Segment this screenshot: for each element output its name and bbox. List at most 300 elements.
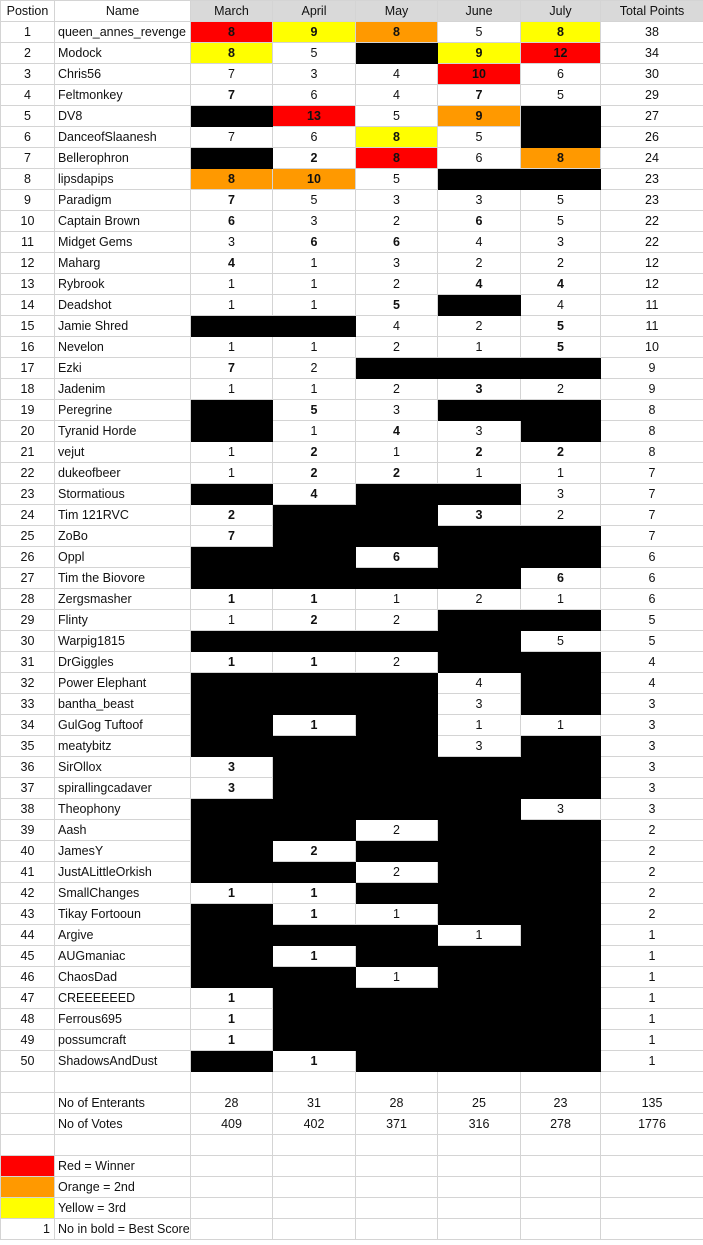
score-cell-july[interactable] bbox=[521, 421, 601, 442]
player-name-cell[interactable]: Midget Gems bbox=[55, 232, 191, 253]
total-points-cell[interactable]: 2 bbox=[601, 862, 703, 883]
empty-cell[interactable] bbox=[191, 1135, 273, 1156]
score-cell-march[interactable] bbox=[191, 547, 273, 568]
score-cell-april[interactable] bbox=[273, 316, 356, 337]
score-cell-march[interactable]: 1 bbox=[191, 988, 273, 1009]
score-cell-july[interactable] bbox=[521, 862, 601, 883]
position-cell[interactable]: 31 bbox=[1, 652, 55, 673]
score-cell-june[interactable]: 2 bbox=[438, 253, 521, 274]
score-cell-may[interactable] bbox=[356, 841, 438, 862]
table-row[interactable] bbox=[1, 568, 703, 589]
score-cell-april[interactable]: 1 bbox=[273, 379, 356, 400]
score-cell-may[interactable]: 2 bbox=[356, 379, 438, 400]
score-cell-april[interactable]: 6 bbox=[273, 232, 356, 253]
header-march[interactable]: March bbox=[191, 1, 273, 22]
score-cell-april[interactable]: 1 bbox=[273, 946, 356, 967]
total-points-cell[interactable]: 7 bbox=[601, 463, 703, 484]
total-points-cell[interactable]: 11 bbox=[601, 316, 703, 337]
score-cell-march[interactable]: 8 bbox=[191, 169, 273, 190]
legend-text[interactable]: No in bold = Best Score bbox=[55, 1219, 191, 1240]
table-row[interactable] bbox=[1, 1030, 703, 1051]
score-cell-july[interactable] bbox=[521, 1009, 601, 1030]
total-points-cell[interactable]: 1 bbox=[601, 988, 703, 1009]
player-name-cell[interactable]: Paradigm bbox=[55, 190, 191, 211]
score-cell-july[interactable] bbox=[521, 988, 601, 1009]
player-name-cell[interactable]: dukeofbeer bbox=[55, 463, 191, 484]
table-row[interactable] bbox=[1, 85, 703, 106]
player-name-cell[interactable]: Feltmonkey bbox=[55, 85, 191, 106]
score-cell-may[interactable]: 6 bbox=[356, 232, 438, 253]
score-cell-july[interactable]: 8 bbox=[521, 148, 601, 169]
score-cell-july[interactable]: 3 bbox=[521, 799, 601, 820]
score-cell-march[interactable] bbox=[191, 799, 273, 820]
empty-cell[interactable] bbox=[601, 1072, 703, 1093]
score-cell-june[interactable]: 7 bbox=[438, 85, 521, 106]
score-cell-june[interactable]: 2 bbox=[438, 316, 521, 337]
score-cell-may[interactable] bbox=[356, 883, 438, 904]
score-cell-june[interactable] bbox=[438, 820, 521, 841]
score-cell-march[interactable] bbox=[191, 421, 273, 442]
position-cell[interactable]: 21 bbox=[1, 442, 55, 463]
score-cell-april[interactable]: 2 bbox=[273, 148, 356, 169]
score-cell-march[interactable]: 1 bbox=[191, 274, 273, 295]
table-row[interactable] bbox=[1, 127, 703, 148]
header-july[interactable]: July bbox=[521, 1, 601, 22]
table-row[interactable] bbox=[1, 463, 703, 484]
score-cell-april[interactable]: 2 bbox=[273, 841, 356, 862]
score-cell-june[interactable] bbox=[438, 358, 521, 379]
score-cell-march[interactable]: 8 bbox=[191, 22, 273, 43]
table-row[interactable] bbox=[1, 946, 703, 967]
score-cell-may[interactable] bbox=[356, 778, 438, 799]
score-cell-may[interactable] bbox=[356, 757, 438, 778]
score-cell-march[interactable]: 1 bbox=[191, 442, 273, 463]
score-cell-may[interactable]: 5 bbox=[356, 169, 438, 190]
score-cell-july[interactable]: 1 bbox=[521, 463, 601, 484]
player-name-cell[interactable]: queen_annes_revenge bbox=[55, 22, 191, 43]
score-cell-july[interactable]: 5 bbox=[521, 316, 601, 337]
total-points-cell[interactable]: 7 bbox=[601, 526, 703, 547]
position-cell[interactable]: 35 bbox=[1, 736, 55, 757]
score-cell-april[interactable]: 1 bbox=[273, 274, 356, 295]
score-cell-march[interactable]: 1 bbox=[191, 883, 273, 904]
total-points-cell[interactable]: 1 bbox=[601, 967, 703, 988]
position-cell[interactable]: 7 bbox=[1, 148, 55, 169]
score-cell-july[interactable]: 2 bbox=[521, 253, 601, 274]
score-cell-april[interactable]: 5 bbox=[273, 400, 356, 421]
table-row[interactable] bbox=[1, 43, 703, 64]
score-cell-march[interactable] bbox=[191, 400, 273, 421]
table-row[interactable] bbox=[1, 379, 703, 400]
score-cell-july[interactable]: 5 bbox=[521, 211, 601, 232]
player-name-cell[interactable]: SmallChanges bbox=[55, 883, 191, 904]
total-points-cell[interactable]: 30 bbox=[601, 64, 703, 85]
summary-value-april[interactable]: 402 bbox=[273, 1114, 356, 1135]
score-cell-march[interactable]: 1 bbox=[191, 337, 273, 358]
score-cell-may[interactable] bbox=[356, 43, 438, 64]
table-row[interactable] bbox=[1, 211, 703, 232]
table-row[interactable] bbox=[1, 673, 703, 694]
total-points-cell[interactable]: 3 bbox=[601, 736, 703, 757]
score-cell-april[interactable] bbox=[273, 547, 356, 568]
empty-cell[interactable] bbox=[601, 1177, 703, 1198]
score-cell-may[interactable] bbox=[356, 925, 438, 946]
score-cell-march[interactable] bbox=[191, 967, 273, 988]
score-cell-march[interactable]: 7 bbox=[191, 127, 273, 148]
score-cell-march[interactable] bbox=[191, 862, 273, 883]
score-cell-march[interactable] bbox=[191, 106, 273, 127]
score-cell-march[interactable]: 3 bbox=[191, 778, 273, 799]
header-june[interactable]: June bbox=[438, 1, 521, 22]
legend-text[interactable]: Red = Winner bbox=[55, 1156, 191, 1177]
score-cell-april[interactable]: 3 bbox=[273, 211, 356, 232]
score-cell-march[interactable]: 1 bbox=[191, 589, 273, 610]
player-name-cell[interactable]: Maharg bbox=[55, 253, 191, 274]
empty-cell[interactable] bbox=[273, 1177, 356, 1198]
score-cell-april[interactable] bbox=[273, 631, 356, 652]
empty-cell[interactable] bbox=[1, 1135, 55, 1156]
score-cell-july[interactable] bbox=[521, 652, 601, 673]
empty-cell[interactable] bbox=[191, 1177, 273, 1198]
empty-cell[interactable] bbox=[601, 1219, 703, 1240]
score-cell-april[interactable] bbox=[273, 799, 356, 820]
score-cell-june[interactable]: 4 bbox=[438, 232, 521, 253]
score-cell-july[interactable]: 5 bbox=[521, 190, 601, 211]
empty-cell[interactable] bbox=[356, 1198, 438, 1219]
empty-cell[interactable] bbox=[1, 1093, 55, 1114]
score-cell-july[interactable] bbox=[521, 967, 601, 988]
score-cell-july[interactable] bbox=[521, 946, 601, 967]
score-cell-march[interactable]: 8 bbox=[191, 43, 273, 64]
total-points-cell[interactable]: 1 bbox=[601, 1009, 703, 1030]
player-name-cell[interactable]: ChaosDad bbox=[55, 967, 191, 988]
score-cell-april[interactable]: 5 bbox=[273, 190, 356, 211]
position-cell[interactable]: 27 bbox=[1, 568, 55, 589]
table-row[interactable] bbox=[1, 904, 703, 925]
player-name-cell[interactable]: bantha_beast bbox=[55, 694, 191, 715]
total-points-cell[interactable]: 34 bbox=[601, 43, 703, 64]
position-cell[interactable]: 17 bbox=[1, 358, 55, 379]
total-points-cell[interactable]: 3 bbox=[601, 757, 703, 778]
summary-value-march[interactable]: 409 bbox=[191, 1114, 273, 1135]
table-row[interactable] bbox=[1, 484, 703, 505]
position-cell[interactable]: 50 bbox=[1, 1051, 55, 1072]
table-row[interactable] bbox=[1, 442, 703, 463]
total-points-cell[interactable]: 9 bbox=[601, 358, 703, 379]
score-cell-may[interactable] bbox=[356, 988, 438, 1009]
position-cell[interactable]: 8 bbox=[1, 169, 55, 190]
table-row[interactable] bbox=[1, 169, 703, 190]
player-name-cell[interactable]: ShadowsAndDust bbox=[55, 1051, 191, 1072]
score-cell-july[interactable] bbox=[521, 127, 601, 148]
empty-cell[interactable] bbox=[438, 1177, 521, 1198]
score-cell-july[interactable]: 1 bbox=[521, 589, 601, 610]
position-cell[interactable]: 36 bbox=[1, 757, 55, 778]
table-row[interactable] bbox=[1, 631, 703, 652]
player-name-cell[interactable]: SirOllox bbox=[55, 757, 191, 778]
total-points-cell[interactable]: 3 bbox=[601, 715, 703, 736]
table-row[interactable] bbox=[1, 841, 703, 862]
score-cell-march[interactable] bbox=[191, 841, 273, 862]
score-cell-may[interactable]: 4 bbox=[356, 421, 438, 442]
position-cell[interactable]: 26 bbox=[1, 547, 55, 568]
score-cell-july[interactable] bbox=[521, 841, 601, 862]
score-cell-june[interactable] bbox=[438, 778, 521, 799]
score-cell-may[interactable] bbox=[356, 799, 438, 820]
total-points-cell[interactable]: 5 bbox=[601, 631, 703, 652]
total-points-cell[interactable]: 6 bbox=[601, 589, 703, 610]
score-cell-march[interactable] bbox=[191, 694, 273, 715]
score-cell-july[interactable]: 5 bbox=[521, 85, 601, 106]
player-name-cell[interactable]: Power Elephant bbox=[55, 673, 191, 694]
legend-text[interactable]: Orange = 2nd bbox=[55, 1177, 191, 1198]
position-cell[interactable]: 10 bbox=[1, 211, 55, 232]
player-name-cell[interactable]: Stormatious bbox=[55, 484, 191, 505]
score-cell-june[interactable] bbox=[438, 904, 521, 925]
score-cell-april[interactable]: 4 bbox=[273, 484, 356, 505]
score-cell-june[interactable] bbox=[438, 862, 521, 883]
score-cell-may[interactable]: 4 bbox=[356, 64, 438, 85]
position-cell[interactable]: 45 bbox=[1, 946, 55, 967]
total-points-cell[interactable]: 22 bbox=[601, 211, 703, 232]
score-cell-july[interactable] bbox=[521, 106, 601, 127]
position-cell[interactable]: 34 bbox=[1, 715, 55, 736]
summary-value-june[interactable]: 25 bbox=[438, 1093, 521, 1114]
position-cell[interactable]: 49 bbox=[1, 1030, 55, 1051]
summary-value-march[interactable]: 28 bbox=[191, 1093, 273, 1114]
score-cell-june[interactable]: 1 bbox=[438, 715, 521, 736]
score-cell-june[interactable]: 6 bbox=[438, 211, 521, 232]
table-row[interactable] bbox=[1, 1051, 703, 1072]
empty-cell[interactable] bbox=[356, 1177, 438, 1198]
empty-cell[interactable] bbox=[356, 1135, 438, 1156]
table-row[interactable] bbox=[1, 925, 703, 946]
player-name-cell[interactable]: Tim 121RVC bbox=[55, 505, 191, 526]
score-cell-march[interactable] bbox=[191, 736, 273, 757]
table-row[interactable] bbox=[1, 610, 703, 631]
score-cell-july[interactable]: 2 bbox=[521, 379, 601, 400]
table-row[interactable] bbox=[1, 757, 703, 778]
score-cell-may[interactable]: 2 bbox=[356, 820, 438, 841]
score-cell-april[interactable] bbox=[273, 505, 356, 526]
score-cell-july[interactable]: 5 bbox=[521, 631, 601, 652]
position-cell[interactable]: 46 bbox=[1, 967, 55, 988]
table-row[interactable] bbox=[1, 694, 703, 715]
score-cell-march[interactable]: 1 bbox=[191, 463, 273, 484]
total-points-cell[interactable]: 26 bbox=[601, 127, 703, 148]
table-row[interactable] bbox=[1, 820, 703, 841]
score-cell-may[interactable] bbox=[356, 505, 438, 526]
total-points-cell[interactable]: 1 bbox=[601, 925, 703, 946]
position-cell[interactable]: 29 bbox=[1, 610, 55, 631]
score-cell-may[interactable]: 4 bbox=[356, 316, 438, 337]
score-cell-march[interactable]: 7 bbox=[191, 190, 273, 211]
summary-value-july[interactable]: 23 bbox=[521, 1093, 601, 1114]
position-cell[interactable]: 33 bbox=[1, 694, 55, 715]
score-cell-april[interactable] bbox=[273, 736, 356, 757]
score-cell-march[interactable] bbox=[191, 820, 273, 841]
score-cell-april[interactable]: 2 bbox=[273, 463, 356, 484]
total-points-cell[interactable]: 23 bbox=[601, 190, 703, 211]
total-points-cell[interactable]: 7 bbox=[601, 484, 703, 505]
position-cell[interactable]: 3 bbox=[1, 64, 55, 85]
position-cell[interactable]: 38 bbox=[1, 799, 55, 820]
score-cell-june[interactable]: 10 bbox=[438, 64, 521, 85]
total-points-cell[interactable]: 2 bbox=[601, 841, 703, 862]
position-cell[interactable]: 18 bbox=[1, 379, 55, 400]
score-cell-april[interactable]: 1 bbox=[273, 253, 356, 274]
player-name-cell[interactable]: Warpig1815 bbox=[55, 631, 191, 652]
player-name-cell[interactable]: Ferrous695 bbox=[55, 1009, 191, 1030]
player-name-cell[interactable]: JamesY bbox=[55, 841, 191, 862]
table-row[interactable] bbox=[1, 1009, 703, 1030]
score-cell-march[interactable] bbox=[191, 484, 273, 505]
score-cell-march[interactable] bbox=[191, 925, 273, 946]
score-cell-july[interactable] bbox=[521, 358, 601, 379]
legend-swatch-yel[interactable] bbox=[1, 1198, 55, 1219]
score-cell-july[interactable]: 4 bbox=[521, 274, 601, 295]
empty-cell[interactable] bbox=[601, 1198, 703, 1219]
score-cell-june[interactable] bbox=[438, 946, 521, 967]
score-cell-may[interactable] bbox=[356, 673, 438, 694]
player-name-cell[interactable]: DanceofSlaanesh bbox=[55, 127, 191, 148]
score-cell-june[interactable]: 3 bbox=[438, 190, 521, 211]
score-cell-july[interactable] bbox=[521, 778, 601, 799]
player-name-cell[interactable]: lipsdapips bbox=[55, 169, 191, 190]
score-cell-march[interactable] bbox=[191, 904, 273, 925]
empty-cell[interactable] bbox=[601, 1156, 703, 1177]
empty-cell[interactable] bbox=[438, 1156, 521, 1177]
position-cell[interactable]: 28 bbox=[1, 589, 55, 610]
empty-cell[interactable] bbox=[273, 1072, 356, 1093]
score-cell-july[interactable] bbox=[521, 169, 601, 190]
score-cell-may[interactable] bbox=[356, 715, 438, 736]
table-row[interactable] bbox=[1, 316, 703, 337]
position-cell[interactable]: 32 bbox=[1, 673, 55, 694]
player-name-cell[interactable]: possumcraft bbox=[55, 1030, 191, 1051]
score-cell-march[interactable] bbox=[191, 316, 273, 337]
table-row[interactable] bbox=[1, 106, 703, 127]
empty-cell[interactable] bbox=[521, 1072, 601, 1093]
score-cell-may[interactable] bbox=[356, 1051, 438, 1072]
summary-label[interactable]: No of Votes bbox=[55, 1114, 191, 1135]
score-cell-may[interactable]: 1 bbox=[356, 904, 438, 925]
score-cell-may[interactable]: 2 bbox=[356, 211, 438, 232]
score-cell-april[interactable]: 3 bbox=[273, 64, 356, 85]
table-row[interactable] bbox=[1, 778, 703, 799]
total-points-cell[interactable]: 12 bbox=[601, 274, 703, 295]
score-cell-june[interactable] bbox=[438, 295, 521, 316]
position-cell[interactable]: 19 bbox=[1, 400, 55, 421]
score-cell-april[interactable] bbox=[273, 862, 356, 883]
score-cell-may[interactable]: 8 bbox=[356, 148, 438, 169]
score-cell-march[interactable]: 7 bbox=[191, 85, 273, 106]
position-cell[interactable]: 25 bbox=[1, 526, 55, 547]
player-name-cell[interactable]: Bellerophron bbox=[55, 148, 191, 169]
total-points-cell[interactable]: 1 bbox=[601, 1030, 703, 1051]
position-cell[interactable]: 23 bbox=[1, 484, 55, 505]
score-cell-june[interactable] bbox=[438, 169, 521, 190]
score-cell-may[interactable]: 5 bbox=[356, 295, 438, 316]
total-points-cell[interactable]: 22 bbox=[601, 232, 703, 253]
empty-cell[interactable] bbox=[356, 1219, 438, 1240]
player-name-cell[interactable]: Rybrook bbox=[55, 274, 191, 295]
empty-cell[interactable] bbox=[521, 1177, 601, 1198]
table-row[interactable] bbox=[1, 526, 703, 547]
score-cell-may[interactable] bbox=[356, 736, 438, 757]
total-points-cell[interactable]: 2 bbox=[601, 820, 703, 841]
score-cell-june[interactable] bbox=[438, 1030, 521, 1051]
total-points-cell[interactable]: 8 bbox=[601, 400, 703, 421]
table-row[interactable] bbox=[1, 64, 703, 85]
summary-value-may[interactable]: 28 bbox=[356, 1093, 438, 1114]
score-cell-may[interactable]: 2 bbox=[356, 610, 438, 631]
position-cell[interactable]: 22 bbox=[1, 463, 55, 484]
score-cell-june[interactable] bbox=[438, 568, 521, 589]
score-cell-april[interactable] bbox=[273, 673, 356, 694]
summary-value-may[interactable]: 371 bbox=[356, 1114, 438, 1135]
score-cell-july[interactable] bbox=[521, 1051, 601, 1072]
score-cell-june[interactable] bbox=[438, 400, 521, 421]
player-name-cell[interactable]: meatybitz bbox=[55, 736, 191, 757]
empty-cell[interactable] bbox=[273, 1156, 356, 1177]
empty-cell[interactable] bbox=[55, 1072, 191, 1093]
score-cell-july[interactable]: 1 bbox=[521, 715, 601, 736]
player-name-cell[interactable]: Jamie Shred bbox=[55, 316, 191, 337]
empty-cell[interactable] bbox=[601, 1135, 703, 1156]
position-cell[interactable]: 4 bbox=[1, 85, 55, 106]
score-cell-april[interactable] bbox=[273, 925, 356, 946]
empty-cell[interactable] bbox=[191, 1198, 273, 1219]
score-cell-june[interactable] bbox=[438, 484, 521, 505]
position-cell[interactable]: 39 bbox=[1, 820, 55, 841]
score-cell-march[interactable]: 1 bbox=[191, 1009, 273, 1030]
legend-text[interactable]: Yellow = 3rd bbox=[55, 1198, 191, 1219]
score-cell-july[interactable] bbox=[521, 904, 601, 925]
position-cell[interactable]: 9 bbox=[1, 190, 55, 211]
score-cell-may[interactable]: 3 bbox=[356, 253, 438, 274]
position-cell[interactable]: 30 bbox=[1, 631, 55, 652]
total-points-cell[interactable]: 1 bbox=[601, 946, 703, 967]
score-cell-july[interactable] bbox=[521, 757, 601, 778]
score-cell-march[interactable]: 1 bbox=[191, 610, 273, 631]
table-row[interactable] bbox=[1, 988, 703, 1009]
score-cell-may[interactable]: 2 bbox=[356, 463, 438, 484]
player-name-cell[interactable]: AUGmaniac bbox=[55, 946, 191, 967]
score-cell-july[interactable]: 2 bbox=[521, 442, 601, 463]
score-cell-may[interactable]: 2 bbox=[356, 652, 438, 673]
score-cell-april[interactable]: 1 bbox=[273, 715, 356, 736]
score-cell-may[interactable] bbox=[356, 694, 438, 715]
score-cell-may[interactable] bbox=[356, 1030, 438, 1051]
empty-cell[interactable] bbox=[1, 1072, 55, 1093]
player-name-cell[interactable]: Tim the Biovore bbox=[55, 568, 191, 589]
summary-total[interactable]: 1776 bbox=[601, 1114, 703, 1135]
score-cell-may[interactable]: 3 bbox=[356, 400, 438, 421]
total-points-cell[interactable]: 29 bbox=[601, 85, 703, 106]
score-cell-june[interactable]: 2 bbox=[438, 442, 521, 463]
player-name-cell[interactable]: Argive bbox=[55, 925, 191, 946]
score-cell-june[interactable]: 3 bbox=[438, 694, 521, 715]
score-cell-june[interactable] bbox=[438, 631, 521, 652]
legend-swatch-red[interactable] bbox=[1, 1156, 55, 1177]
empty-cell[interactable] bbox=[191, 1156, 273, 1177]
score-cell-april[interactable] bbox=[273, 757, 356, 778]
score-cell-june[interactable]: 3 bbox=[438, 505, 521, 526]
player-name-cell[interactable]: Jadenim bbox=[55, 379, 191, 400]
player-name-cell[interactable]: Modock bbox=[55, 43, 191, 64]
score-cell-march[interactable] bbox=[191, 1051, 273, 1072]
